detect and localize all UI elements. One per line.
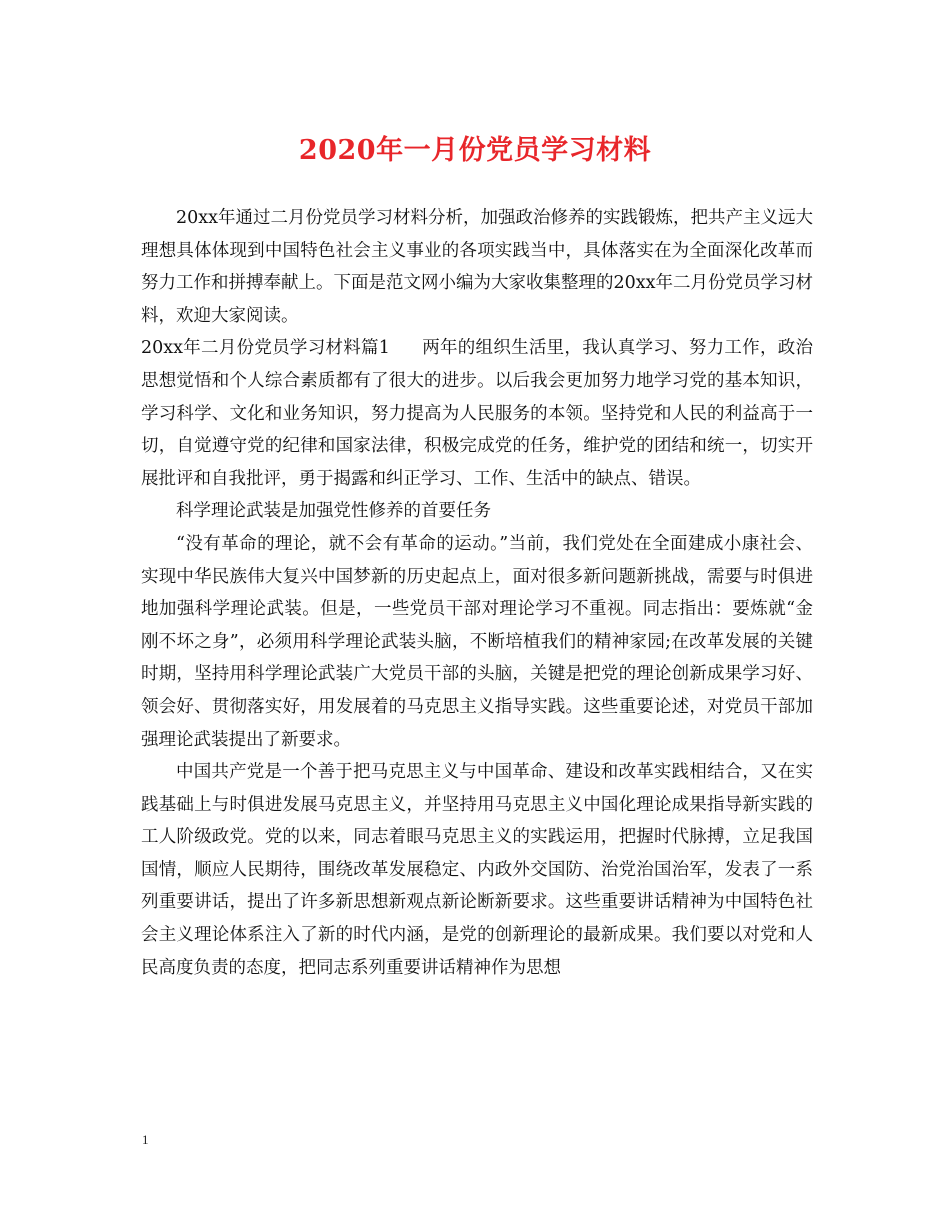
section-text: 两年的组织生活里，我认真学习、努力工作，政治思想觉悟和个人综合素质都有了很大的进步。以后我会更加努力地学习党的基本知识，学习科学、文化和业务知识，努力提高为人民服务的本领。坚持党和人民的利益高于一切，自觉遵守党的纪律和国家法律，积极完成党的任务，维护党的团结和统一，切实开展批评和自我批评，勇于揭露和纠正学习、工作、生活中的缺点、错误。 (141, 338, 814, 489)
party-paragraph: 中国共产党是一个善于把马克思主义与中国革命、建设和改革实践相结合，又在实践基础上与时俱进发展马克思主义，并坚持用马克思主义中国化理论成果指导新实践的工人阶级政党。党的以来，同志着眼马克思主义的实践运用，把握时代脉搏，立足我国国情，顺应人民期待，围绕改革发展稳定、内政外交国防、治党治国治军，发表了一系列重要讲话，提出了许多新思想新观点新论断新要求。这些重要讲话精神为中国特色社会主义理论体系注入了新的时代内涵，是党的创新理论的最新成果。我们要以对党和人民高度负责的态度，把同志系列重要讲话精神作为思想 (141, 762, 813, 978)
theory-paragraph: “没有革命的理论，就不会有革命的运动。”当前，我们党处在全面建成小康社会、实现中华民族伟大复兴中国梦新的历史起点上，面对很多新问题新挑战，需要与时俱进地加强科学理论武装。但是，一些党员干部对理论学习不重视。同志指出：要炼就“金刚不坏之身”，必须用科学理论武装头脑，不断培植我们的精神家园;在改革发展的关键时期，坚持用科学理论武装广大党员干部的头脑，关键是把党的理论创新成果学习好、领会好、贯彻落实好，用发展着的马克思主义指导实践。这些重要论述，对党员干部加强理论武装提出了新要求。 (141, 533, 813, 750)
section-paragraph (141, 332, 813, 495)
subheading-paragraph: 科学理论武装是加强党性修养的首要任务 (176, 501, 491, 522)
document-title: 2020年一月份党员学习材料 (298, 135, 652, 166)
document-body (141, 202, 813, 984)
page-number: 1 (142, 1132, 149, 1147)
intro-paragraph: 20xx年通过二月份党员学习材料分析，加强政治修养的实践锻炼，把共产主义远大理想具体体现到中国特色社会主义事业的各项实践当中，具体落实在为全面深化改革而努力工作和拼搏奉献上。下面是范文网小编为大家收集整理的20xx年二月份党员学习材料，欢迎大家阅读。 (141, 208, 814, 326)
section-heading: 20xx年二月份党员学习材料篇1 (141, 338, 390, 359)
